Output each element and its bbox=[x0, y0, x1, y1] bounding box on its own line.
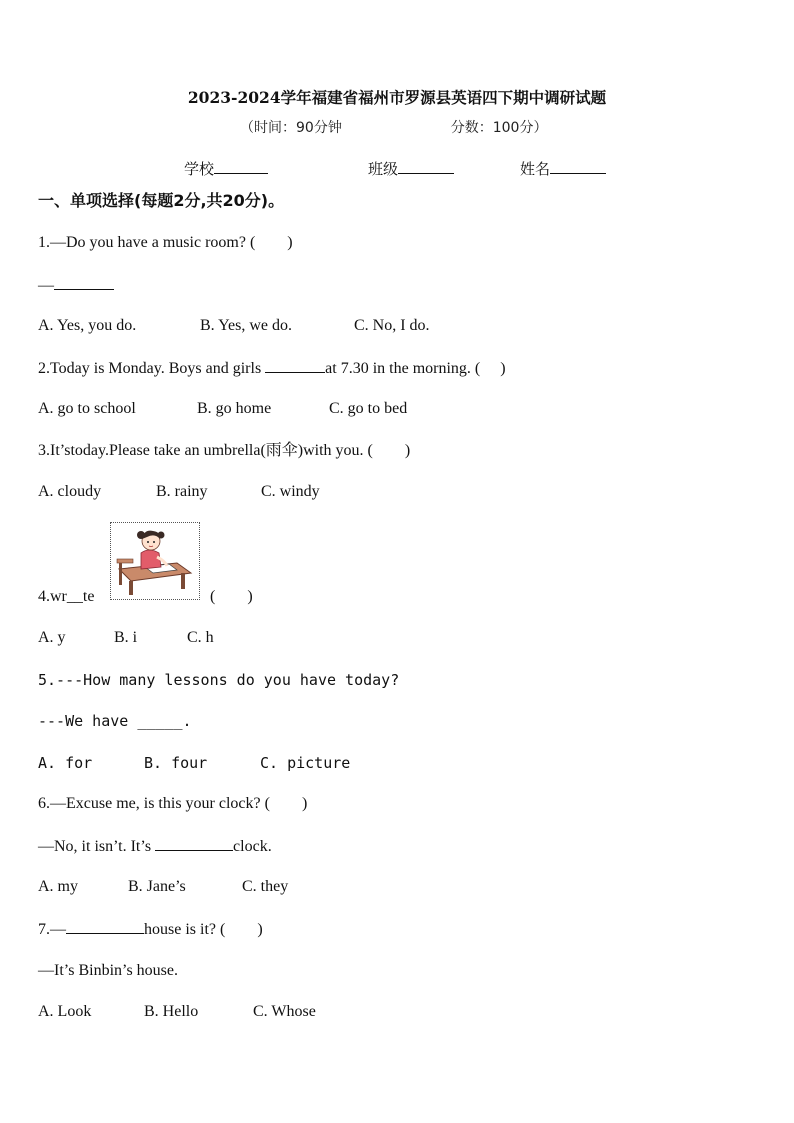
question-7-options bbox=[38, 1002, 316, 1022]
option-a[interactable]: A. cloudy bbox=[38, 483, 102, 500]
question-5-stem: 5.---How many lessons do you have today? bbox=[38, 671, 400, 689]
school-blank[interactable] bbox=[214, 159, 268, 174]
option-b[interactable]: B. Yes, we do. bbox=[200, 317, 293, 334]
option-b[interactable]: B. rainy bbox=[156, 483, 208, 500]
option-c[interactable]: C. Whose bbox=[253, 1003, 316, 1020]
question-4-options bbox=[38, 628, 214, 648]
score-info: 分数：100分） bbox=[450, 120, 548, 136]
answer-blank[interactable] bbox=[155, 836, 233, 851]
option-b[interactable]: B. four bbox=[144, 754, 208, 772]
question-4-stem bbox=[38, 587, 94, 607]
question-7-answer: —It’s Binbin’s house. bbox=[38, 962, 179, 979]
option-b[interactable]: B. i bbox=[114, 629, 138, 646]
option-c[interactable]: C. picture bbox=[260, 754, 351, 772]
question-4-paren: ( ) bbox=[210, 588, 253, 605]
option-c[interactable]: C. windy bbox=[261, 483, 320, 500]
question-1-answer-line bbox=[38, 275, 114, 296]
question-5-options bbox=[38, 753, 350, 773]
class-label: 班级 bbox=[368, 160, 399, 178]
option-a[interactable]: A. for bbox=[38, 754, 93, 772]
question-1-stem: 1.—Do you have a music room? ( ) bbox=[38, 234, 293, 251]
option-b[interactable]: B. go home bbox=[197, 400, 272, 417]
answer-dash: — bbox=[38, 277, 54, 294]
time-info: （时间：90分钟 bbox=[240, 120, 342, 136]
answer-text: clock. bbox=[233, 838, 272, 855]
class-field[interactable] bbox=[368, 158, 454, 179]
stem-text: 7.— bbox=[38, 921, 66, 938]
question-1-options bbox=[38, 316, 430, 336]
option-c[interactable]: C. they bbox=[242, 878, 289, 895]
class-blank[interactable] bbox=[398, 159, 454, 174]
school-field[interactable] bbox=[184, 158, 268, 179]
question-7-stem bbox=[38, 919, 263, 940]
option-a[interactable]: A. Yes, you do. bbox=[38, 317, 137, 334]
school-label: 学校 bbox=[184, 160, 215, 178]
question-2-options bbox=[38, 399, 407, 419]
section-heading: 一、单项选择(每题2分,共20分)。 bbox=[38, 191, 285, 210]
question-6-options bbox=[38, 877, 288, 897]
option-c[interactable]: C. go to bed bbox=[329, 400, 408, 417]
girl-writing-image bbox=[110, 522, 200, 600]
question-6-answer bbox=[38, 836, 272, 857]
girl-writing-icon bbox=[111, 523, 199, 599]
name-blank[interactable] bbox=[550, 159, 606, 174]
option-c[interactable]: C. h bbox=[187, 629, 214, 646]
stem-text: house is it? ( ) bbox=[144, 921, 263, 938]
name-label: 姓名 bbox=[520, 160, 551, 178]
option-b[interactable]: B. Hello bbox=[144, 1003, 199, 1020]
answer-text: —No, it isn’t. It’s bbox=[38, 838, 156, 855]
option-a[interactable]: A. my bbox=[38, 878, 78, 895]
stem-text: 2.Today is Monday. Boys and girls bbox=[38, 360, 266, 377]
question-3-stem: 3.It’stoday.Please take an umbrella(雨伞)with you. ( ) bbox=[38, 442, 411, 459]
answer-blank[interactable] bbox=[265, 358, 325, 373]
exam-info bbox=[240, 117, 547, 137]
option-a[interactable]: A. go to school bbox=[38, 400, 136, 417]
option-a[interactable]: A. y bbox=[38, 629, 66, 646]
name-field[interactable] bbox=[520, 158, 606, 179]
page-title: 2023-2024学年福建省福州市罗源县英语四下期中调研试题 bbox=[187, 88, 607, 107]
answer-blank[interactable] bbox=[66, 919, 144, 934]
option-b[interactable]: B. Jane’s bbox=[128, 878, 186, 895]
stem-word: 4.wr__te bbox=[38, 588, 95, 605]
question-3-options bbox=[38, 482, 320, 502]
option-c[interactable]: C. No, I do. bbox=[354, 317, 430, 334]
question-6-stem: 6.—Excuse me, is this your clock? ( ) bbox=[38, 795, 308, 812]
question-2-stem bbox=[38, 358, 506, 379]
question-5-answer: ---We have _____. bbox=[38, 712, 192, 730]
answer-blank[interactable] bbox=[54, 275, 114, 290]
option-a[interactable]: A. Look bbox=[38, 1003, 92, 1020]
stem-text: at 7.30 in the morning. ( ) bbox=[325, 360, 506, 377]
